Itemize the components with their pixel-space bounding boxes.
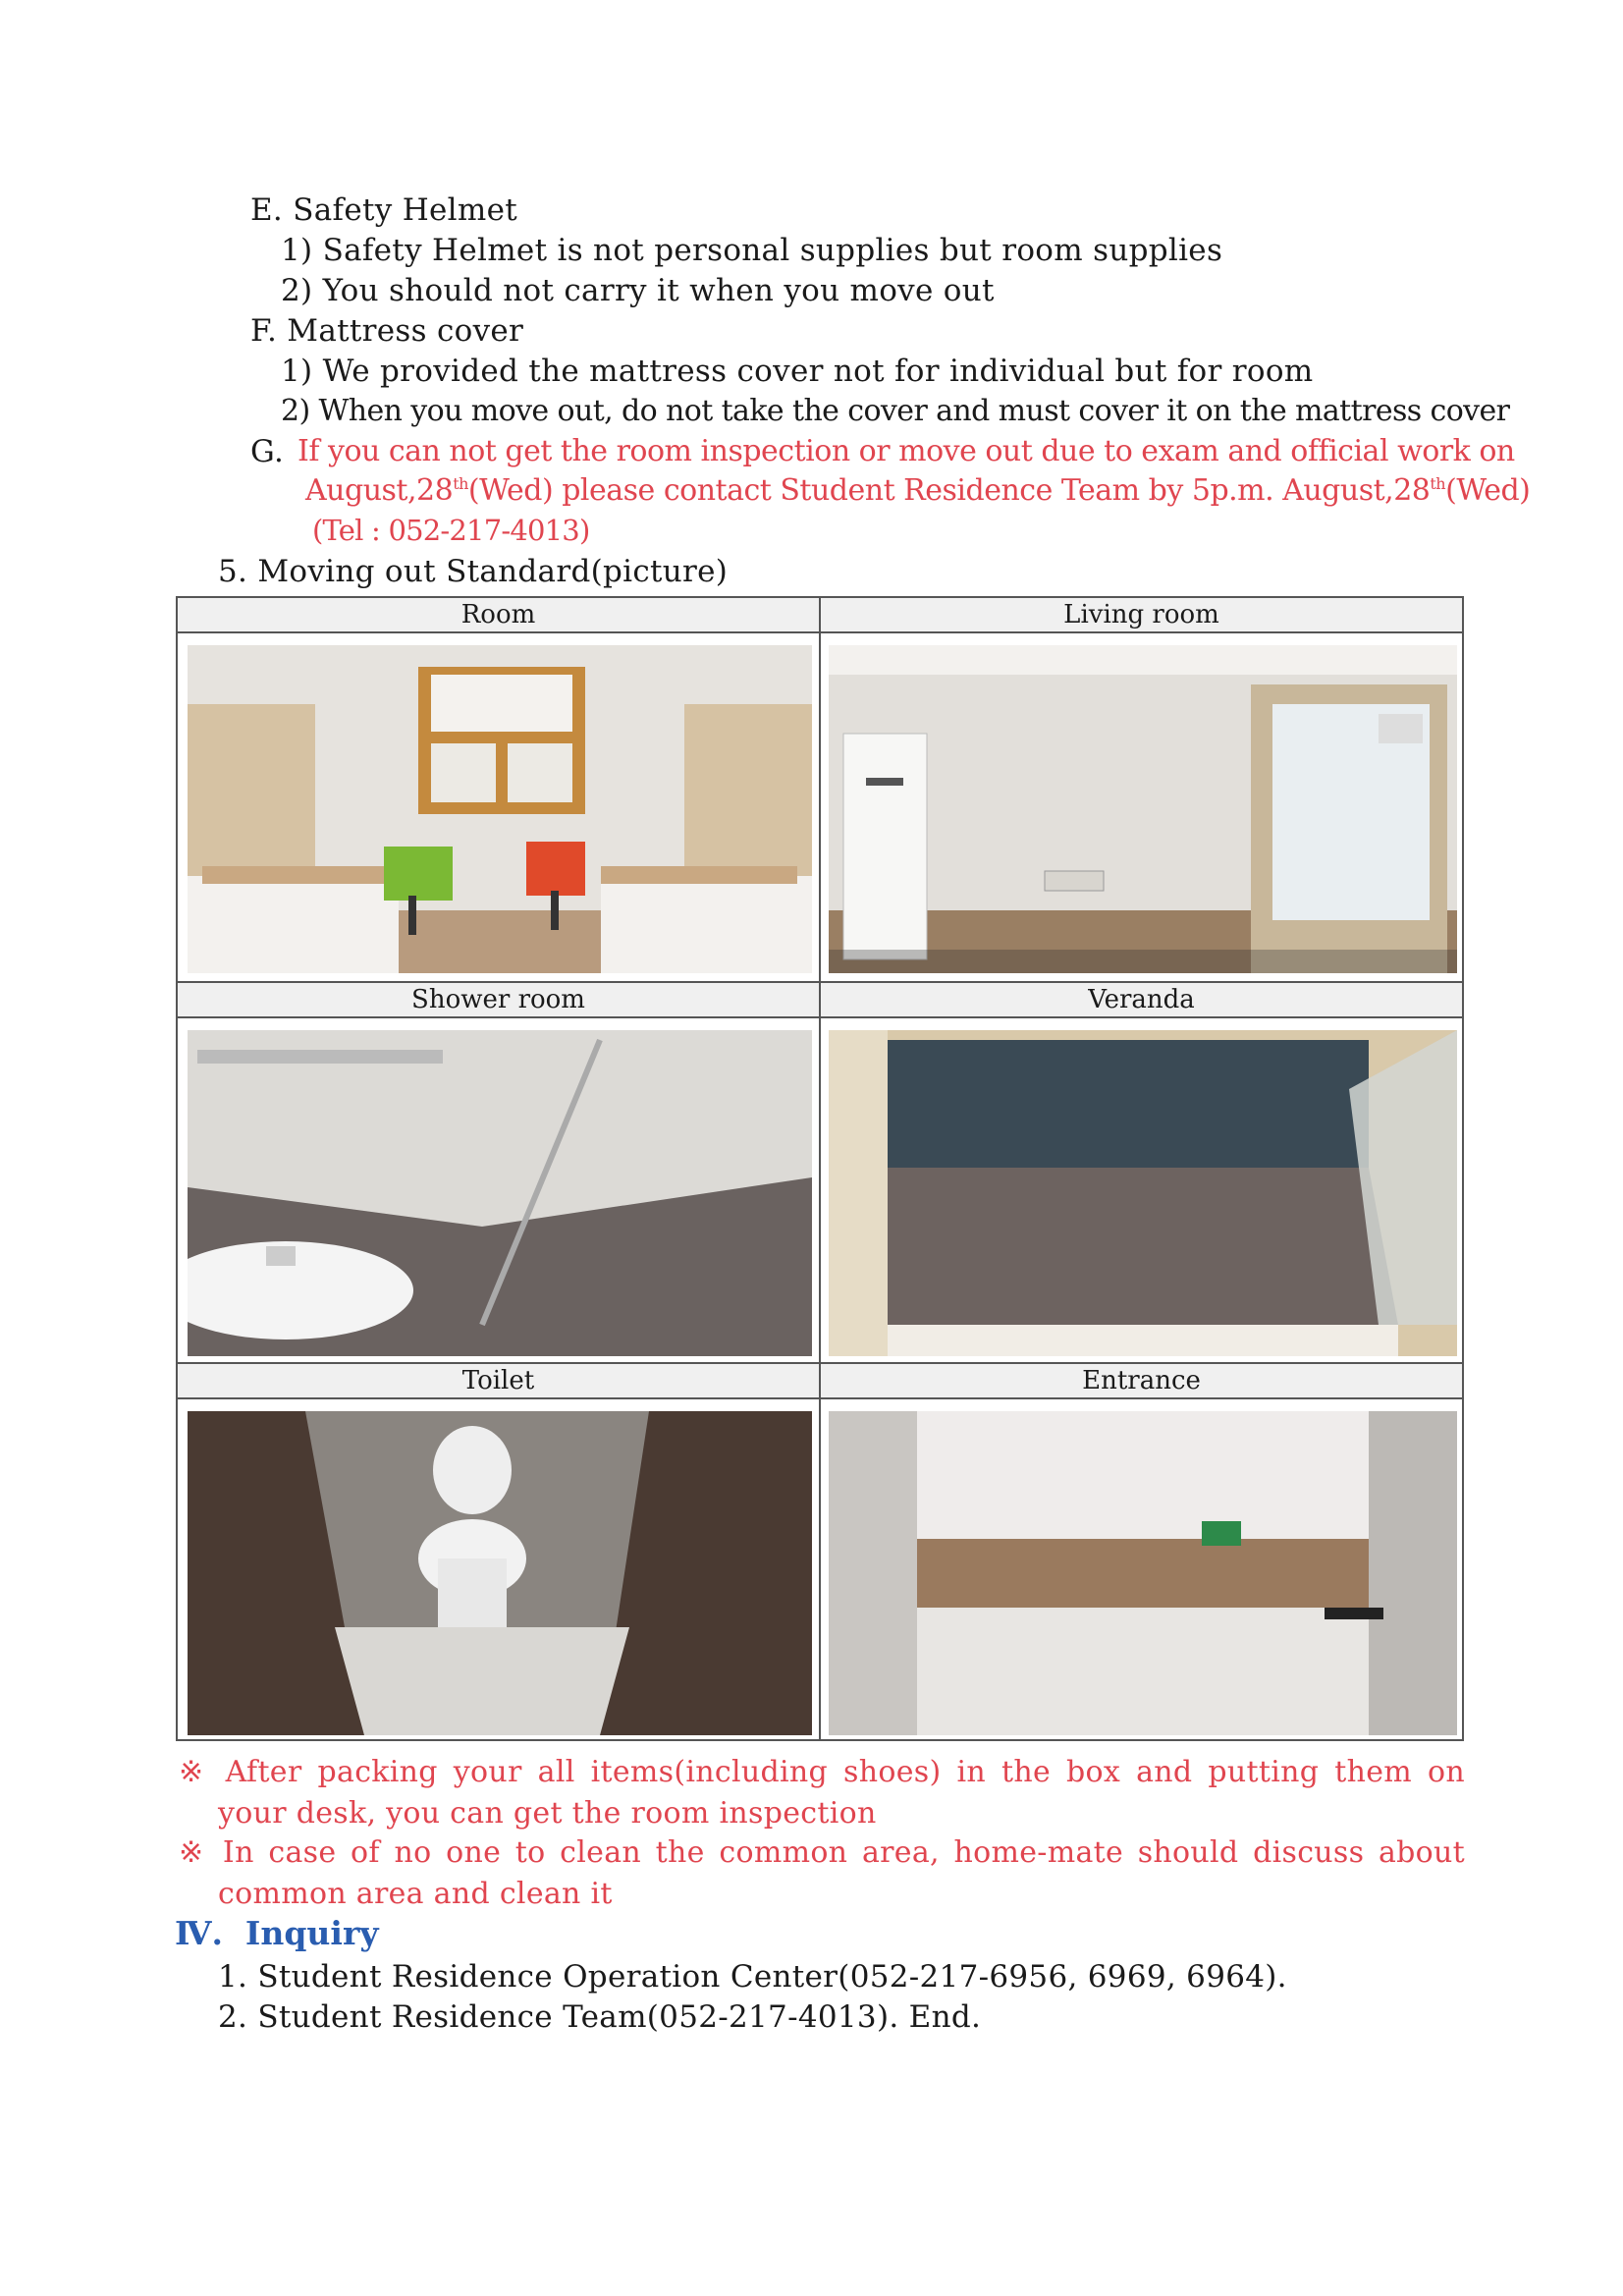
note-2-line-2: common area and clean it xyxy=(218,1877,613,1911)
cell-label-entrance: Entrance xyxy=(821,1364,1462,1399)
cell-label-toilet: Toilet xyxy=(178,1364,819,1399)
cell-label-veranda: Veranda xyxy=(821,983,1462,1018)
section-e-item-1: 1) Safety Helmet is not personal supplies but room supplies xyxy=(281,233,1223,268)
section-g-line-3: (Tel : 052-217-4013) xyxy=(312,514,590,547)
section-g-label: G. xyxy=(250,434,285,469)
moving-out-title: 5. Moving out Standard(picture) xyxy=(218,554,729,589)
inquiry-title: Inquiry xyxy=(244,1914,379,1952)
living-room-photo xyxy=(829,645,1457,973)
section-g-line-2: August,28th(Wed) please contact Student Residence Team by 5p.m. August,28th(Wed) xyxy=(305,473,1531,508)
inquiry-item-1: 1. Student Residence Operation Center(052-217-6956, 6969, 6964). xyxy=(218,1959,1287,1995)
shower-room-photo xyxy=(188,1030,812,1356)
inquiry-heading xyxy=(175,1914,379,1952)
section-e-item-2: 2) You should not carry it when you move out xyxy=(281,273,995,308)
section-f-title: F. Mattress cover xyxy=(250,313,524,349)
note-1-line-1: ※ After packing your all items(including shoes) in the box and putting them on xyxy=(179,1755,1466,1789)
section-f-item-1: 1) We provided the mattress cover not for individual but for room xyxy=(281,354,1314,389)
table-divider xyxy=(819,598,821,1739)
note-1-line-2: your desk, you can get the room inspection xyxy=(218,1796,877,1831)
entrance-photo xyxy=(829,1411,1457,1735)
room-photo xyxy=(188,645,812,973)
inquiry-numeral: Ⅳ. xyxy=(175,1914,223,1952)
photo-table xyxy=(176,596,1464,1741)
section-e-title: E. Safety Helmet xyxy=(250,192,517,228)
section-f-item-2: 2) When you move out, do not take the cover and must cover it on the mattress cover xyxy=(281,394,1510,428)
cell-label-living-room: Living room xyxy=(821,598,1462,633)
cell-label-room: Room xyxy=(178,598,819,633)
veranda-photo xyxy=(829,1030,1457,1356)
note-2-line-1: ※ In case of no one to clean the common area, home-mate should discuss about xyxy=(179,1835,1465,1870)
section-g-line-1: If you can not get the room inspection or move out due to exam and official work on xyxy=(298,434,1515,468)
toilet-photo xyxy=(188,1411,812,1735)
inquiry-item-2: 2. Student Residence Team(052-217-4013). End. xyxy=(218,1999,982,2035)
cell-label-shower-room: Shower room xyxy=(178,983,819,1018)
